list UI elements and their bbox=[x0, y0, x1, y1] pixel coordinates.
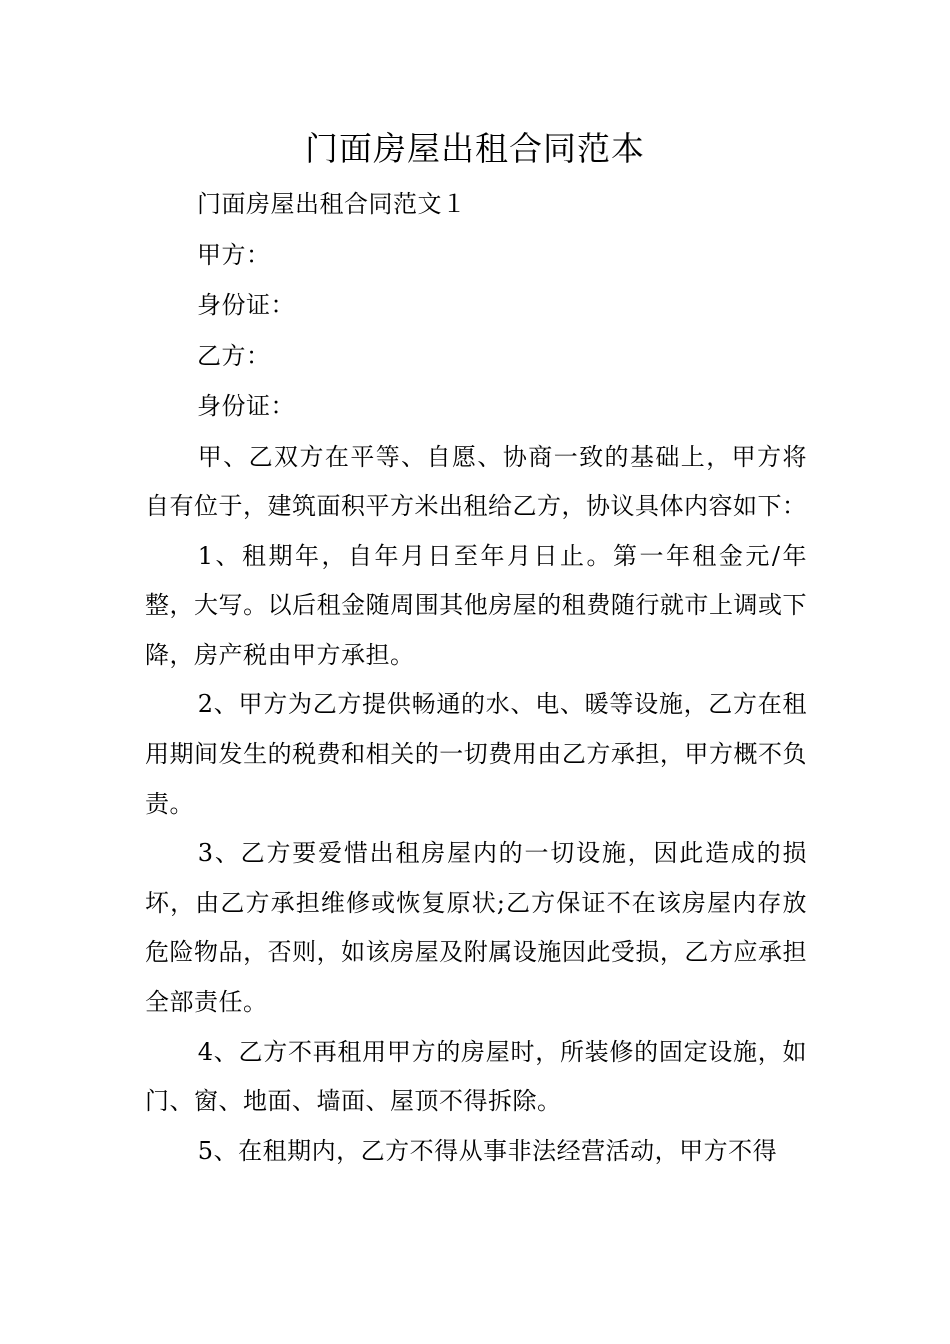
clause-1-paragraph: 1、租期年，自年月日至年月日止。第一年租金元/年整，大写。以后租金随周围其他房屋的租费随行就市上调或下降，房产税由甲方承担。 bbox=[145, 541, 807, 669]
party-a-id-label: 身份证： bbox=[197, 291, 295, 319]
party-b-id-label: 身份证： bbox=[197, 392, 295, 420]
clause-2-paragraph: 2、甲方为乙方提供畅通的水、电、暖等设施，乙方在租用期间发生的税费和相关的一切费用由乙方承担，甲方概不负责。 bbox=[145, 690, 807, 818]
clause-3-paragraph: 3、乙方要爱惜出租房屋内的一切设施，因此造成的损坏，由乙方承担维修或恢复原状;乙方保证不在该房屋内存放危险物品，否则，如该房屋及附属设施因此受损，乙方应承担全部责任。 bbox=[145, 839, 807, 1017]
document-title: 门面房屋出租合同范本 bbox=[305, 129, 645, 168]
party-a-label: 甲方： bbox=[197, 240, 271, 269]
document-subtitle: 门面房屋出租合同范文１ bbox=[197, 190, 467, 218]
clause-5-paragraph: 5、在租期内，乙方不得从事非法经营活动，甲方不得 bbox=[197, 1136, 778, 1165]
intro-paragraph: 甲、乙双方在平等、自愿、协商一致的基础上，甲方将自有位于，建筑面积平方米出租给乙方，协议具体内容如下： bbox=[145, 442, 807, 521]
document-body bbox=[145, 180, 807, 1176]
party-b-label: 乙方： bbox=[197, 341, 271, 370]
clause-4-paragraph: 4、乙方不再租用甲方的房屋时，所装修的固定设施，如门、窗、地面、墙面、屋顶不得拆除。 bbox=[145, 1037, 807, 1116]
